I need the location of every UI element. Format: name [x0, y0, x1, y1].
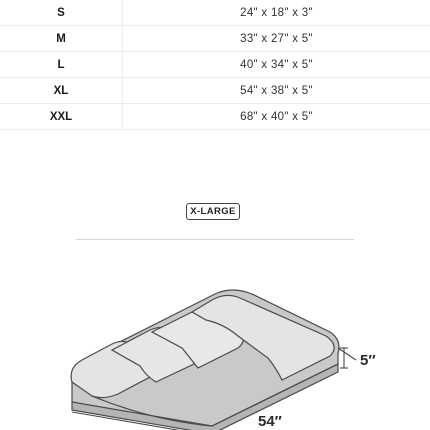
- table-row: [0, 26, 430, 52]
- table-row: [0, 104, 430, 130]
- table-row: [0, 0, 430, 26]
- dimension-cell: 68" x 40" x 5": [123, 104, 430, 130]
- size-chart-table: [0, 0, 430, 130]
- size-cell: M: [0, 26, 123, 52]
- width-dimension-label: 54″: [258, 413, 282, 430]
- size-cell: L: [0, 52, 123, 78]
- dimension-cell: 54" x 38" x 5": [123, 78, 430, 104]
- dog-bed-illustration: [0, 250, 430, 430]
- dimension-cell: 33" x 27" x 5": [123, 26, 430, 52]
- size-cell: S: [0, 0, 123, 26]
- table-row: [0, 52, 430, 78]
- height-dimension-marker: [338, 348, 356, 368]
- section-divider: [76, 239, 354, 240]
- size-badge: X-LARGE: [186, 203, 240, 220]
- size-cell: XL: [0, 78, 123, 104]
- dimension-cell: 24" x 18" x 3": [123, 0, 430, 26]
- table-row: [0, 78, 430, 104]
- height-dimension-label: 5″: [360, 352, 376, 369]
- dimension-cell: 40" x 34" x 5": [123, 52, 430, 78]
- size-cell: XXL: [0, 104, 123, 130]
